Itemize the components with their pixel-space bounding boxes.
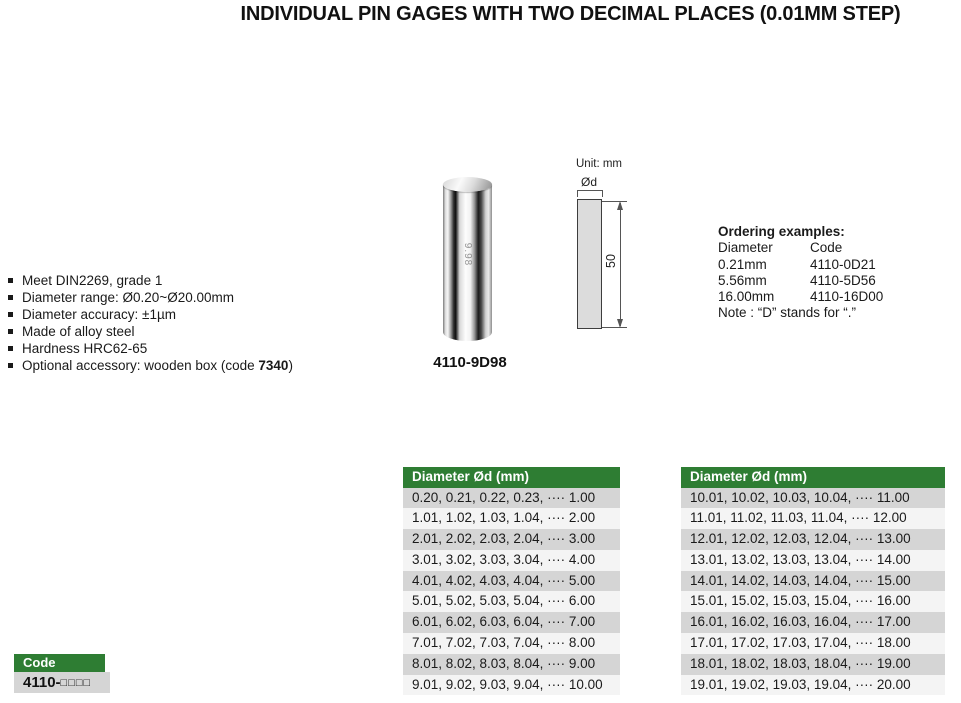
ordering-header-row	[718, 240, 883, 256]
table-row: 7.01, 7.02, 7.03, 7.04, ···· 8.00	[403, 633, 620, 654]
gage-outline-rect	[577, 199, 602, 329]
code-block	[14, 654, 110, 693]
ordering-col-code: Code	[810, 240, 843, 256]
feature-item-label: Hardness HRC62-65	[22, 341, 148, 356]
feature-item-label: Diameter range: Ø0.20~Ø20.00mm	[22, 290, 234, 305]
diameter-dim-label: Ød	[580, 175, 597, 189]
table-row: 13.01, 13.02, 13.03, 13.04, ···· 14.00	[681, 550, 945, 571]
feature-item-label: Diameter accuracy: ±1µm	[22, 307, 176, 322]
feature-item	[8, 357, 293, 374]
table-row: 19.01, 19.02, 19.03, 19.04, ···· 20.00	[681, 675, 945, 696]
bullet-square-icon	[8, 312, 13, 317]
table-row: 14.01, 14.02, 14.03, 14.04, ···· 15.00	[681, 571, 945, 592]
diameter-value: 16.00mm	[718, 289, 775, 305]
ordering-heading: Ordering examples:	[718, 224, 845, 239]
pin-engraving-text: 9.98	[462, 242, 473, 267]
size-table-right	[681, 467, 945, 695]
ordering-col-diameter: Diameter	[718, 240, 773, 256]
diameter-dim-line	[577, 190, 603, 197]
table-row: 18.01, 18.02, 18.03, 18.04, ···· 19.00	[681, 654, 945, 675]
extension-line-top	[602, 201, 627, 202]
table-row: 3.01, 3.02, 3.03, 3.04, ···· 4.00	[403, 550, 620, 571]
feature-list	[8, 272, 293, 374]
length-dim-line	[620, 203, 621, 326]
feature-item	[8, 306, 293, 323]
table-row: 15.01, 15.02, 15.03, 15.04, ···· 16.00	[681, 591, 945, 612]
ordering-examples	[718, 224, 883, 322]
arrow-down-icon	[617, 319, 623, 328]
table-row: 16.01, 16.02, 16.03, 16.04, ···· 17.00	[681, 612, 945, 633]
ordering-note: Note : “D” stands for “.”	[718, 305, 857, 321]
feature-item-label: Meet DIN2269, grade 1	[22, 273, 163, 288]
table-row: 10.01, 10.02, 10.03, 10.04, ···· 11.00	[681, 488, 945, 509]
bullet-square-icon	[8, 329, 13, 334]
code-value: 4110-16D00	[810, 289, 884, 305]
bullet-square-icon	[8, 295, 13, 300]
length-dim-label: 50	[604, 254, 618, 268]
size-table-left	[403, 467, 620, 695]
arrow-up-icon	[617, 201, 623, 210]
extension-line-bottom	[602, 327, 627, 328]
feature-item-label: Optional accessory: wooden box (code	[22, 358, 259, 373]
bullet-square-icon	[8, 278, 13, 283]
bullet-square-icon	[8, 363, 13, 368]
feature-item	[8, 272, 293, 289]
table-row: 2.01, 2.02, 2.03, 2.04, ···· 3.00	[403, 529, 620, 550]
table-row: 1.01, 1.02, 1.03, 1.04, ···· 2.00	[403, 508, 620, 529]
table-header: Diameter Ød (mm)	[403, 467, 620, 488]
code-placeholder-boxes: □□□□	[60, 677, 92, 689]
ordering-row	[718, 273, 883, 289]
table-row: 17.01, 17.02, 17.03, 17.04, ···· 18.00	[681, 633, 945, 654]
table-row: 11.01, 11.02, 11.03, 11.04, ···· 12.00	[681, 508, 945, 529]
pin-gage-photo	[443, 177, 492, 341]
product-model-label: 4110-9D98	[433, 354, 507, 371]
feature-item	[8, 323, 293, 340]
feature-item-label: Made of alloy steel	[22, 324, 135, 339]
code-block-value	[14, 672, 110, 693]
table-body	[681, 488, 945, 696]
code-value: 4110-0D21	[810, 256, 876, 272]
page-title: INDIVIDUAL PIN GAGES WITH TWO DECIMAL PLACES (0.01MM STEP)	[240, 3, 901, 25]
code-block-header: Code	[14, 654, 105, 672]
unit-label: Unit: mm	[576, 158, 622, 170]
table-body	[403, 488, 620, 696]
table-row: 12.01, 12.02, 12.03, 12.04, ···· 13.00	[681, 529, 945, 550]
code-value: 4110-5D56	[810, 272, 876, 288]
table-row: 4.01, 4.02, 4.03, 4.04, ···· 5.00	[403, 571, 620, 592]
feature-item	[8, 340, 293, 357]
accessory-code: 7340	[258, 358, 289, 373]
table-row: 6.01, 6.02, 6.03, 6.04, ···· 7.00	[403, 612, 620, 633]
ordering-row	[718, 257, 883, 273]
table-row: 5.01, 5.02, 5.03, 5.04, ···· 6.00	[403, 591, 620, 612]
code-prefix: 4110-	[23, 674, 61, 691]
bullet-square-icon	[8, 346, 13, 351]
table-row: 8.01, 8.02, 8.03, 8.04, ···· 9.00	[403, 654, 620, 675]
ordering-row	[718, 289, 883, 305]
diameter-value: 5.56mm	[718, 272, 767, 288]
feature-item-label: )	[288, 358, 293, 373]
table-row: 9.01, 9.02, 9.03, 9.04, ···· 10.00	[403, 675, 620, 696]
pin-top-cap	[443, 177, 492, 192]
diameter-value: 0.21mm	[718, 256, 767, 272]
table-row: 0.20, 0.21, 0.22, 0.23, ···· 1.00	[403, 488, 620, 509]
feature-item	[8, 289, 293, 306]
table-header: Diameter Ød (mm)	[681, 467, 945, 488]
